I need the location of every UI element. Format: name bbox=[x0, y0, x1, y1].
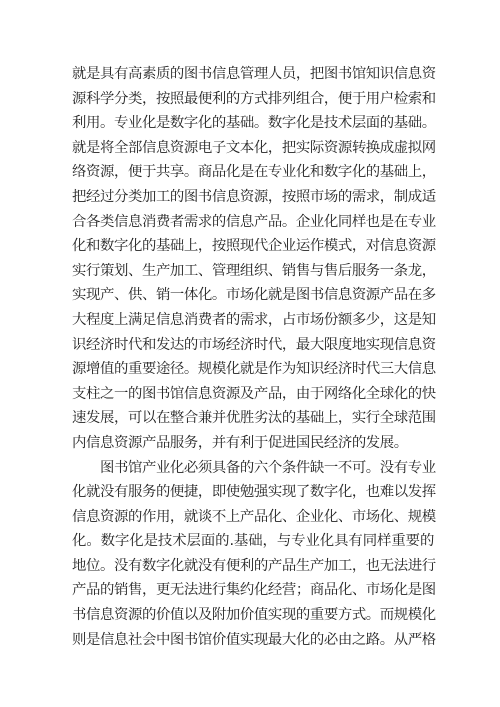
text-line: 信息资源的作用，就谈不上产品化、企业化、市场化、规模 bbox=[72, 508, 436, 525]
text-line: 书信息资源的价值以及附加价值实现的重要方式。而规模化 bbox=[72, 607, 436, 624]
text-line: 速发展，可以在整合兼并优胜劣汰的基础上，实行全球范围 bbox=[72, 410, 436, 427]
text-line: 化和数字化的基础上，按照现代企业运作模式，对信息资源 bbox=[72, 238, 436, 255]
text-line: 则是信息社会中图书馆价值实现最大化的必由之路。从严格 bbox=[72, 631, 436, 648]
paragraph-start-line: 图书馆产业化必须具备的六个条件缺一不可。没有专业 bbox=[72, 459, 436, 476]
text-line: 地位。没有数字化就没有便利的产品生产加工，也无法进行 bbox=[72, 557, 436, 574]
text-line: 利用。专业化是数字化的基础。数字化是技术层面的基础。 bbox=[72, 115, 436, 132]
text-line: 化就没有服务的便捷，即使勉强实现了数字化，也难以发挥 bbox=[72, 484, 436, 501]
text-line: 就是将全部信息资源电子文本化，把实际资源转换成虚拟网 bbox=[72, 139, 436, 156]
text-line: 大程度上满足信息消费者的需求，占市场份额多少，这是知 bbox=[72, 311, 436, 328]
text-line: 支柱之一的图书馆信息资源及产品，由于网络化全球化的快 bbox=[72, 385, 436, 402]
text-line: 就是具有高素质的图书信息管理人员，把图书馆知识信息资 bbox=[72, 66, 436, 82]
text-line: 把经过分类加工的图书信息资源，按照市场的需求，制成适 bbox=[72, 188, 436, 205]
text-line: 合各类信息消费者需求的信息产品。企业化同样也是在专业 bbox=[72, 213, 436, 230]
text-line: 产品的销售，更无法进行集约化经营；商品化、市场化是图 bbox=[72, 582, 436, 599]
text-line: 实行策划、生产加工、管理组织、销售与售后服务一条龙， bbox=[72, 262, 436, 279]
text-line: 实现产、供、销一体化。市场化就是图书信息资源产品在多 bbox=[72, 287, 436, 304]
text-line: 识经济时代和发达的市场经济时代，最大限度地实现信息资 bbox=[72, 336, 436, 353]
body-text bbox=[72, 62, 434, 652]
text-line: 络资源，便于共享。商品化是在专业化和数字化的基础上， bbox=[72, 164, 436, 181]
text-line: 化。数字化是技术层面的.基础，与专业化具有同样重要的 bbox=[72, 533, 434, 550]
paragraph-end-line: 内信息资源产品服务，并有利于促进国民经济的发展。 bbox=[72, 434, 408, 451]
text-line: 源科学分类，按照最便利的方式排列组合，便于用户检索和 bbox=[72, 90, 436, 107]
text-line: 源增值的重要途径。规模化就是作为知识经济时代三大信息 bbox=[72, 361, 436, 378]
